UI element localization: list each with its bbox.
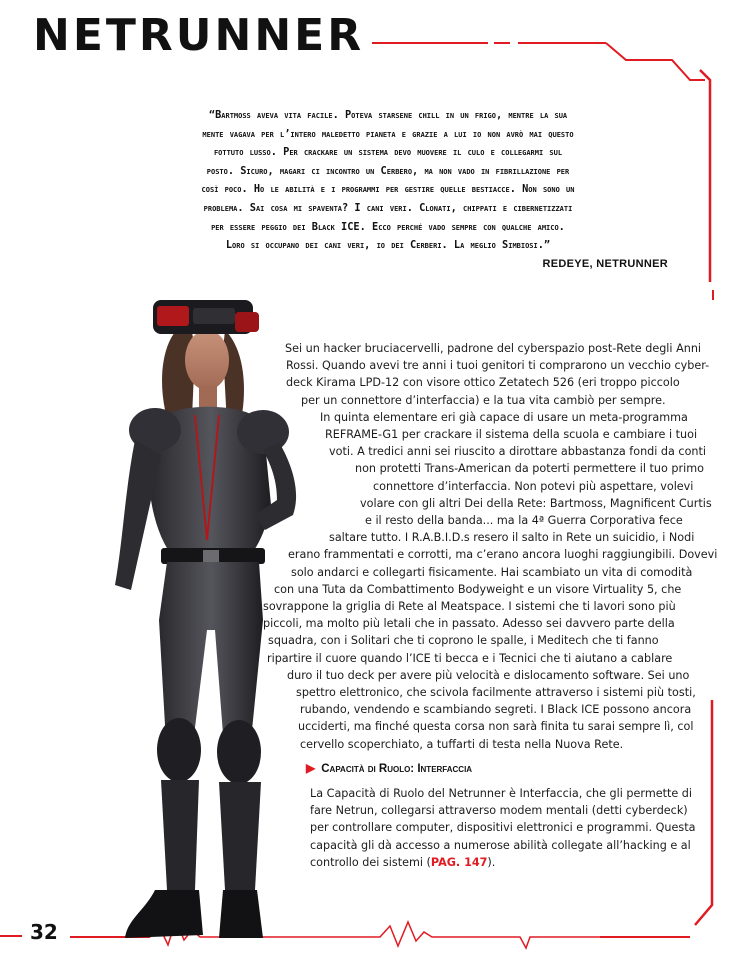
paragraph-line: deck Kirama LPD-12 con visore ottico Zetatech 526 (eri troppo piccolo [286,376,680,390]
paragraph-line: erano frammentati e corrotti, ma c’erano ancora luoghi raggiungibili. Dovevi [288,548,718,562]
quote-block [108,106,668,255]
page-title: NETRUNNER [33,10,365,61]
quote-line: Loro si occupano dei cani veri, io dei Cerberi. La meglio Simbiosi.” [225,239,551,252]
paragraph-line: e il resto della banda... ma la 4ª Guerra Corporativa fece [365,514,683,528]
quote-line: per essere peggio dei Black ICE. Ecco perché vado sempre con qualche amico. [211,220,565,233]
paragraph-line: Rossi. Quando avevi tre anni i tuoi genitori ti comprarono un vecchio cyber- [286,359,710,373]
paragraph-line: con una Tuta da Combattimento Bodyweight e un visore Virtuality 5, che [274,582,682,596]
section-paragraph [310,785,710,871]
quote-line: problema. Sai cosa mi spaventa? I cani veri. Clonati, chippati e cibernetizzati [203,201,573,214]
paragraph-line: squadra, con i Solitari che ti coprono le spalle, i Meditech che ti fanno [268,634,659,648]
paragraph-line: voti. A tredici anni sei riuscito a dirottare abbastanza fondi da conti [329,445,707,459]
section-heading-text: Capacità di Ruolo: Interfaccia [321,763,473,775]
page-reference-link[interactable]: PAG. 147 [430,855,488,869]
paragraph-line: saltare tutto. I R.A.B.I.D.s resero il salto in Rete un suicidio, i Nodi [329,531,695,545]
paragraph-line: La Capacità di Ruolo del Netrunner è Interfaccia, che gli permette di [310,787,693,800]
paragraph-line: Sei un hacker bruciacervelli, padrone del cyberspazio post-Rete degli Anni [285,342,702,355]
paragraph-line: ripartire il cuore quando l’ICE ti becca e i Tecnici che ti aiutano a cablare [267,651,673,665]
paragraph-line: per controllare computer, dispositivi elettronici e programmi. Questa [310,821,696,835]
quote-attribution: REDEYE, NETRUNNER [542,258,668,270]
paragraph-line [310,854,710,871]
quote-line: mente vagava per l’intero maledetto pianeta e grazie a lui io non avrò mai questo [202,127,574,140]
intro-paragraph [0,340,756,753]
paragraph-line: cervello scoperchiato, a tuffarti di testa nella Nuova Rete. [300,737,624,751]
paragraph-line: duro il tuo deck per avere più velocità e dislocamento software. Sei uno [287,668,690,682]
quote-line: “Bartmoss aveva vita facile. Poteva starsene chill in un frigo, mentre la sua [208,109,568,121]
paragraph-line: piccoli, ma molto più letali che in passato. Adesso sei davvero parte della [263,617,675,631]
paragraph-line: REFRAME-G1 per crackare il sistema della scuola e cambiare i tuoi [325,428,698,442]
paragraph-line: ucciderti, ma finché questa corsa non sarà finita tu sarai sempre lì, col [298,720,694,734]
paragraph-line: non protetti Trans-American da poterti permettere il tuo primo [355,462,704,476]
section-heading [306,761,472,775]
page-number: 32 [30,920,58,944]
quote-line: fottuto lusso. Per crackare un sistema devo muovere il culo e collegarmi sul [213,146,563,159]
paragraph-line: per un connettore d’interfaccia) e la tua vita cambiò per sempre. [301,393,666,407]
paragraph-line: fare Netrun, collegarsi attraverso modem mentali (detti cyberdeck) [310,804,688,818]
paragraph-line: In quinta elementare eri già capace di usare un meta-programma [320,410,688,424]
paragraph-line: rubando, vendendo e scambiando segreti. I Black ICE possono ancora [300,703,692,717]
play-triangle-icon: ▶ [306,761,316,775]
paragraph-line: spettro elettronico, che scivola facilmente attraverso i sistemi più tosti, [296,686,696,700]
paragraph-line: sovrappone la griglia di Rete al Meatspace. I sistemi che ti lavori sono più [263,600,676,614]
paragraph-line: volare con gli altri Dei della Rete: Bartmoss, Magnificent Curtis [360,496,712,510]
paragraph-line-text: controllo dei sistemi ( [310,855,431,869]
quote-line: così poco. Ho le abilità e i programmi per gestire quelle bestiacce. Non sono un [201,183,575,196]
paragraph-line: solo andarci e collegarti fisicamente. Hai scambiato un vita di comodità [291,565,693,579]
paragraph-line: capacità gli dà accesso a numerose abilità collegate all’hacking e al [310,838,691,852]
paragraph-line: connettore d’interfaccia. Non potevi più aspettare, volevi [373,479,694,493]
paragraph-closing: ). [487,855,496,869]
quote-line: posto. Sicuro, magari ci incontro un Cerbero, ma non vado in fibrillazione per [206,164,570,177]
